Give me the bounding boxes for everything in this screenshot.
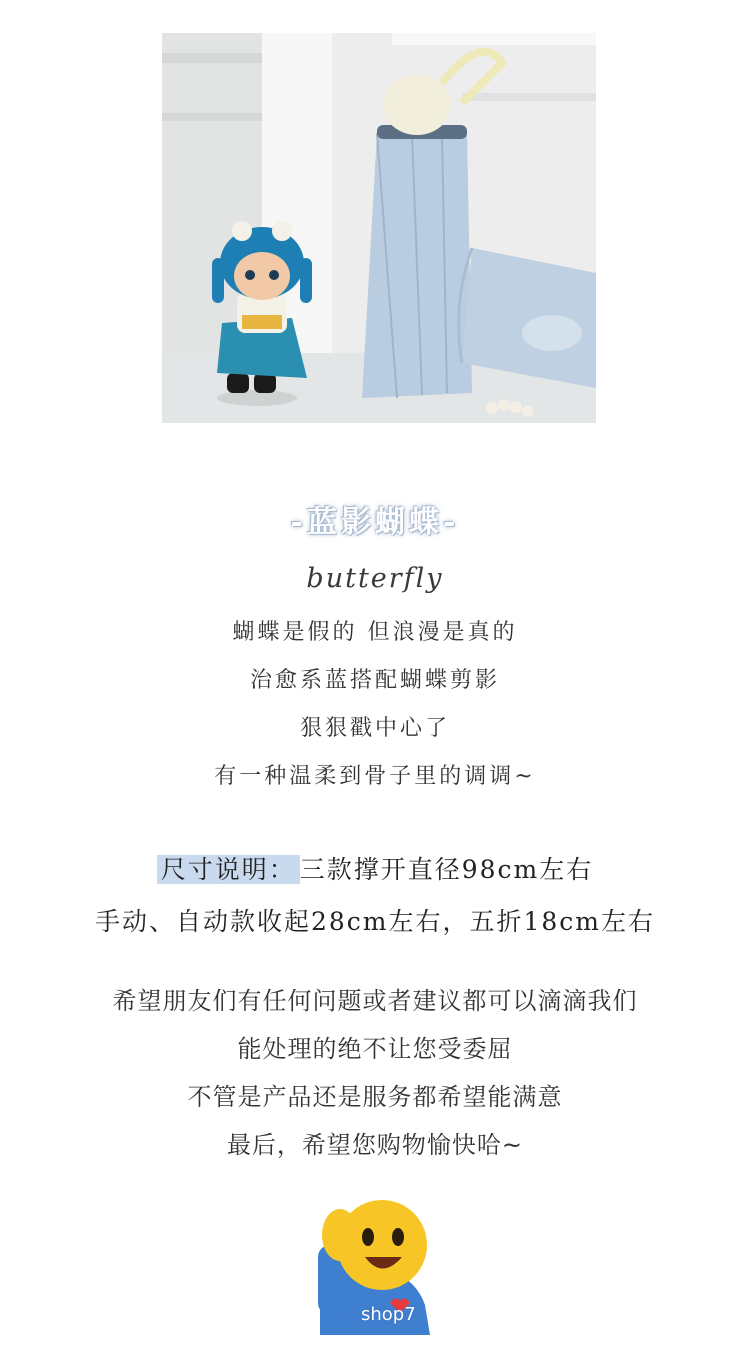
message-line: 能处理的绝不让您受委屈	[237, 1035, 513, 1063]
section-subtitle: butterfly	[306, 563, 444, 594]
section-title: -蓝影蝴蝶-	[290, 505, 460, 540]
message-line: 希望朋友们有任何问题或者建议都可以滴滴我们	[112, 987, 638, 1015]
poem-line: 蝴蝶是假的 但浪漫是真的	[232, 620, 518, 645]
poem-line: 治愈系蓝搭配蝴蝶剪影	[249, 668, 500, 693]
shop-message	[0, 980, 750, 1172]
size-label: 尺寸说明：	[157, 855, 300, 884]
umbrella-doll-illustration	[162, 33, 596, 423]
poem-line: 狠狠戳中心了	[299, 716, 450, 741]
poem-line: 有一种温柔到骨子里的调调~	[214, 764, 536, 789]
message-line: 不管是产品还是服务都希望能满意	[187, 1083, 563, 1111]
product-photo	[162, 33, 596, 423]
watermark-text: shop7	[361, 1304, 416, 1325]
size-line-1	[0, 850, 750, 902]
description-poem	[0, 612, 750, 804]
message-line: 最后，希望您购物愉快哈~	[226, 1131, 524, 1159]
size-info	[0, 850, 750, 954]
size-open-diameter: 三款撑开直径98cm左右	[299, 855, 594, 884]
size-line-2: 手动、自动款收起28cm左右，五折18cm左右	[94, 907, 656, 936]
